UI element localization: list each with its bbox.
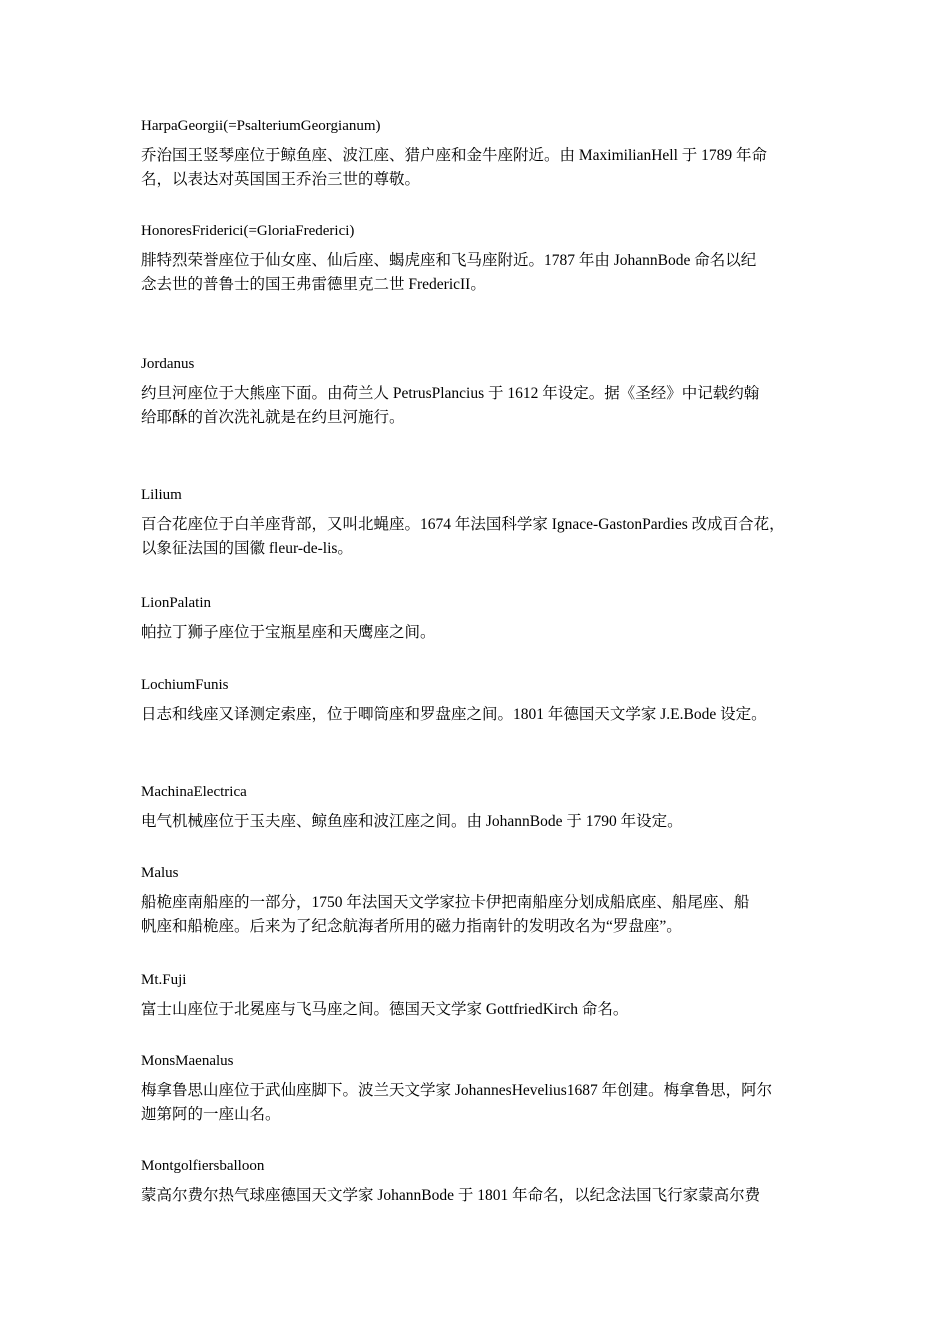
- description-line: 电气机械座位于玉夫座、鲸鱼座和波江座之间。由 JohannBode 于 1790 年设定。: [141, 813, 683, 830]
- description-line: 迦第阿的一座山名。: [141, 1106, 281, 1123]
- description-line: 以象征法国的国徽 fleur-de-lis。: [141, 540, 353, 557]
- description-line: 念去世的普鲁士的国王弗雷德里克二世 FredericII。: [141, 276, 486, 293]
- entry-mons-maenalus: [141, 1051, 841, 1127]
- entry-title: HonoresFriderici(=GloriaFrederici): [141, 223, 355, 239]
- description-line: 日志和线座又译测定索座，位于唧筒座和罗盘座之间。1801 年德国天文学家 J.E.Bode 设定。: [141, 706, 767, 723]
- entry-honores-friderici: [141, 221, 841, 297]
- entry-title: HarpaGeorgii(=PsalteriumGeorgianum): [141, 118, 381, 134]
- description-line: 帆座和船桅座。后来为了纪念航海者所用的磁力指南针的发明改名为“罗盘座”。: [141, 918, 682, 935]
- entry-machina-electrica: [141, 782, 841, 834]
- entry-mt-fuji: [141, 970, 841, 1022]
- entry-lilium: [141, 485, 841, 561]
- entry-title: Jordanus: [141, 356, 195, 372]
- description-line: 名，以表达对英国国王乔治三世的尊敬。: [141, 171, 421, 188]
- description-line: 给耶酥的首次洗礼就是在约旦河施行。: [141, 409, 405, 426]
- entry-lochium-funis: [141, 675, 841, 727]
- entry-description: [141, 703, 841, 727]
- entry-title: Mt.Fuji: [141, 972, 187, 988]
- entry-jordanus: [141, 354, 841, 430]
- description-line: 船桅座南船座的一部分，1750 年法国天文学家拉卡伊把南船座分划成船底座、船尾座、船: [141, 894, 750, 911]
- entry-description: [141, 1079, 841, 1127]
- entry-harpa-georgii: [141, 116, 841, 192]
- entry-description: [141, 621, 841, 645]
- entry-title: Malus: [141, 865, 179, 881]
- entry-description: [141, 249, 841, 297]
- entry-malus: [141, 863, 841, 939]
- description-line: 腓特烈荣誉座位于仙女座、仙后座、蝎虎座和飞马座附近。1787 年由 JohannBode 命名以纪: [141, 252, 757, 269]
- description-line: 百合花座位于白羊座背部，又叫北蝇座。1674 年法国科学家 Ignace-GastonPardies 改成百合花，: [141, 516, 785, 533]
- description-line: 富士山座位于北冕座与飞马座之间。德国天文学家 GottfriedKirch 命名。: [141, 1001, 629, 1018]
- description-line: 约旦河座位于大熊座下面。由荷兰人 PetrusPlancius 于 1612 年设定。据《圣经》中记载约翰: [141, 385, 760, 402]
- description-line: 乔治国王竖琴座位于鲸鱼座、波江座、猎户座和金牛座附近。由 MaximilianHell 于 1789 年命: [141, 147, 768, 164]
- description-line: 蒙高尔费尔热气球座德国天文学家 JohannBode 于 1801 年命名，以纪念法国飞行家蒙高尔费: [141, 1187, 761, 1204]
- description-line: 帕拉丁狮子座位于宝瓶星座和天鹰座之间。: [141, 624, 436, 641]
- entry-lion-palatin: [141, 593, 841, 645]
- entry-description: [141, 810, 841, 834]
- entry-title: MachinaElectrica: [141, 784, 247, 800]
- entry-description: [141, 382, 841, 430]
- entry-description: [141, 513, 841, 561]
- entry-title: Montgolfiersballoon: [141, 1158, 265, 1174]
- entry-title: MonsMaenalus: [141, 1053, 234, 1069]
- entry-title: Lilium: [141, 487, 182, 503]
- entry-description: [141, 144, 841, 192]
- description-line: 梅拿鲁思山座位于武仙座脚下。波兰天文学家 JohannesHevelius1687 年创建。梅拿鲁思，阿尔: [141, 1082, 773, 1099]
- entry-title: LionPalatin: [141, 595, 211, 611]
- entry-description: [141, 891, 841, 939]
- entry-title: LochiumFunis: [141, 677, 229, 693]
- entry-description: [141, 998, 841, 1022]
- entry-description: [141, 1184, 841, 1208]
- entry-montgolfiers-balloon: [141, 1156, 841, 1208]
